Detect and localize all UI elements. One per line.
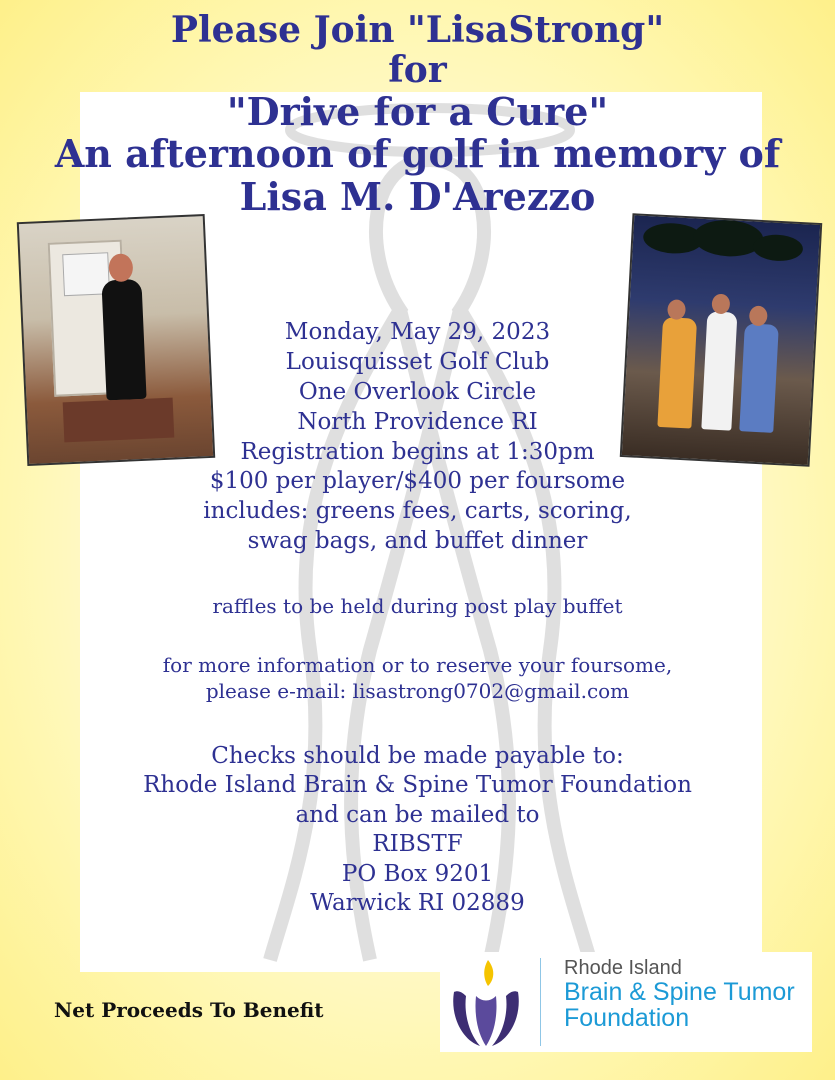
- event-price: $100 per player/$400 per foursome: [209, 468, 626, 495]
- payment-info: [0, 742, 835, 919]
- net-proceeds-label: Net Proceeds To Benefit: [54, 998, 324, 1022]
- logo-divider: [540, 958, 541, 1046]
- event-street: One Overlook Circle: [298, 378, 537, 405]
- contact-info: [0, 652, 835, 704]
- heading-line-event-name: "Drive for a Cure": [226, 88, 609, 134]
- checks-payee: Rhode Island Brain & Spine Tumor Foundation: [143, 772, 692, 799]
- contact-email: please e-mail: lisastrong0702@gmail.com: [205, 679, 630, 703]
- ribstf-logo: [440, 952, 812, 1052]
- logo-line-state: Rhode Island: [564, 957, 682, 979]
- event-registration-time: Registration begins at 1:30pm: [240, 438, 595, 465]
- checks-payable-label: Checks should be made payable to:: [211, 743, 624, 769]
- mail-recipient: RIBSTF: [372, 831, 463, 858]
- mail-po-box: PO Box 9201: [341, 860, 494, 887]
- heading-line-honoree: Lisa M. D'Arezzo: [239, 173, 596, 219]
- event-heading: [0, 10, 835, 218]
- logo-text: [564, 958, 795, 1032]
- logo-line-name: Brain & Spine Tumor: [564, 978, 795, 1006]
- heading-line-invite: Please Join "LisaStrong": [170, 9, 665, 51]
- contact-line: for more information or to reserve your foursome,: [162, 653, 673, 677]
- raffles-note: raffles to be held during post play buffet: [212, 594, 623, 618]
- mail-city: Warwick RI 02889: [310, 890, 525, 917]
- foundation-flame-icon: [444, 956, 528, 1048]
- event-city: North Providence RI: [297, 408, 538, 435]
- checks-mail-label: and can be mailed to: [295, 801, 540, 828]
- heading-line-subtitle: An afternoon of golf in memory of: [54, 131, 781, 177]
- heading-line-for: for: [388, 49, 447, 92]
- event-details: [0, 318, 835, 557]
- event-venue: Louisquisset Golf Club: [285, 348, 550, 375]
- logo-line-foundation: Foundation: [564, 1004, 690, 1033]
- event-includes: includes: greens fees, carts, scoring,: [203, 498, 632, 525]
- event-includes-cont: swag bags, and buffet dinner: [247, 528, 588, 555]
- event-date: Monday, May 29, 2023: [284, 319, 551, 345]
